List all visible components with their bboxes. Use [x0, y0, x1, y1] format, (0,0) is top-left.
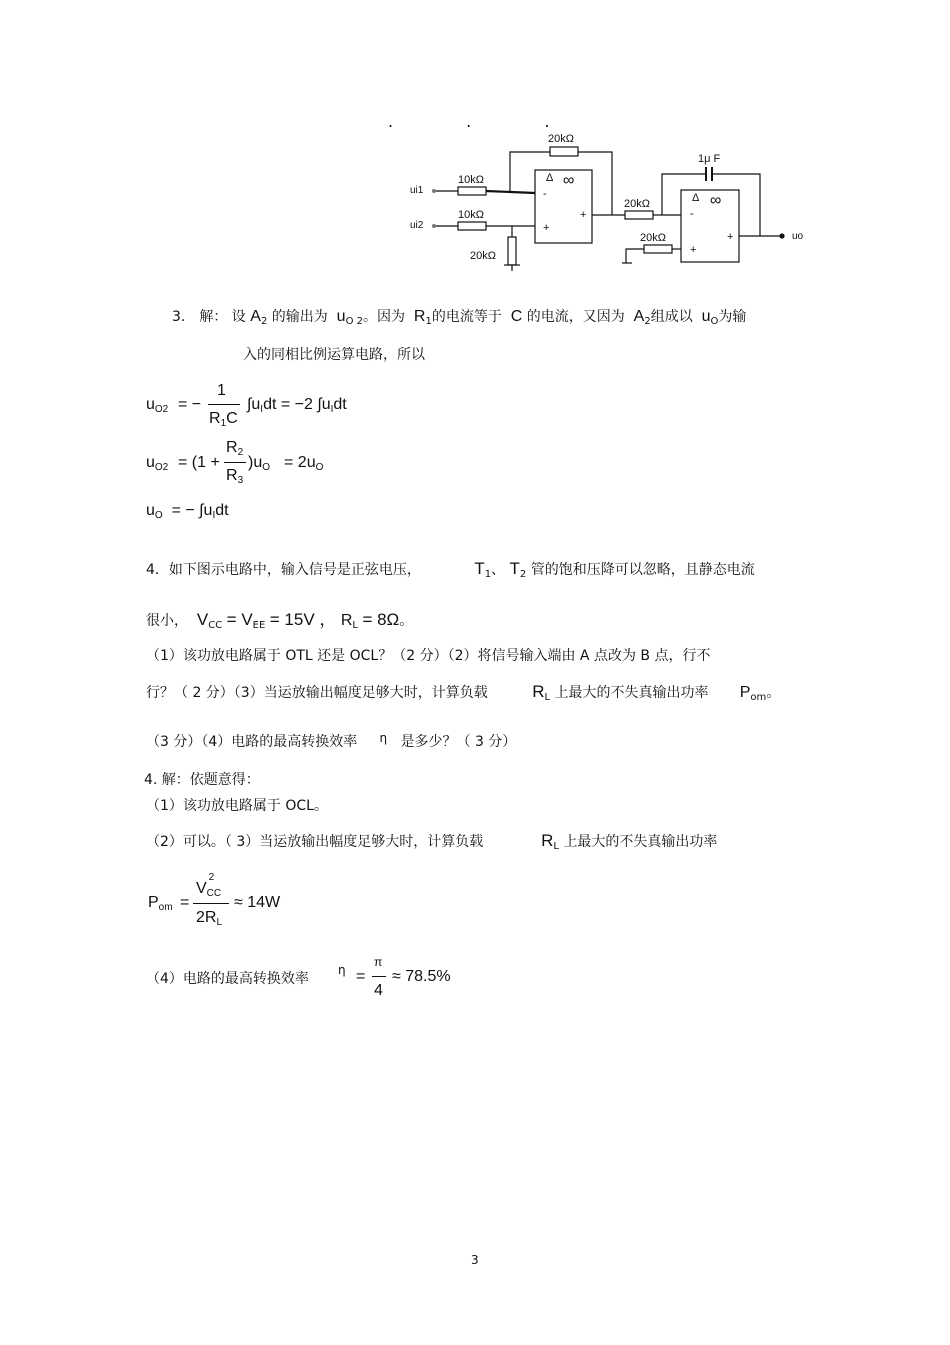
eq1-rhs	[247, 396, 347, 415]
q4-line2	[146, 605, 413, 631]
text: （3 分）（4）电路的最高转换效率	[146, 734, 358, 750]
eq3	[146, 502, 229, 521]
pom-num	[196, 872, 222, 899]
sub: 2	[237, 447, 244, 458]
circuit-diagram	[400, 125, 820, 275]
a4-line4: （4）电路的最高转换效率	[146, 971, 309, 987]
feedback-resistor	[550, 147, 578, 156]
sub: om	[158, 902, 173, 913]
label-r-in2: 10kΩ	[458, 209, 484, 221]
text: 上最大的不失真输出功率	[563, 834, 718, 850]
rl-val: = 8Ω	[362, 610, 400, 629]
u: u	[146, 396, 155, 413]
sub: I	[330, 404, 334, 415]
text: 。	[399, 613, 414, 629]
opamp1-out-plus: +	[580, 209, 587, 221]
page-number: 3	[471, 1253, 479, 1267]
sup: 2	[208, 872, 215, 883]
text: （2）可以。（ 3）当运放输出幅度足够大时，计算负载	[146, 834, 484, 850]
text: 。	[766, 685, 781, 701]
decorative-dots: . . .	[388, 112, 584, 131]
sub: O	[315, 462, 324, 473]
text: 。因为	[363, 309, 405, 325]
rl: R	[541, 831, 554, 850]
eq1-lhs	[146, 396, 168, 415]
a4-line1: （1）该功放电路属于 OCL。	[146, 798, 328, 814]
c: C	[226, 410, 238, 427]
t1: T	[474, 559, 485, 578]
text: 为输	[718, 309, 747, 325]
sub: O2	[154, 462, 169, 473]
eq2-fraction-bar	[224, 462, 246, 463]
text: 的电流等于	[431, 309, 502, 325]
sub: 3	[237, 475, 244, 486]
label-r-feedback: 20kΩ	[548, 133, 574, 145]
input1-resistor	[458, 187, 486, 195]
text: 的电流，又因为	[526, 309, 625, 325]
label-r-mid: 20kΩ	[624, 198, 650, 210]
opamp1-inf: ∞	[563, 172, 575, 189]
label-r-in1: 10kΩ	[458, 174, 484, 186]
q3-line1	[172, 306, 746, 327]
sub: O	[710, 316, 719, 327]
text: 3． 解： 设	[172, 309, 246, 325]
eq2-den	[226, 467, 243, 486]
uo2: u	[336, 308, 346, 325]
text: 上最大的不失真输出功率	[554, 685, 709, 701]
sub: O	[262, 462, 271, 473]
sub: 1	[484, 569, 492, 580]
input2-resistor	[458, 222, 486, 230]
text: 行？（ 2 分）（3）当运放输出幅度足够大时，计算负载	[146, 685, 488, 701]
text: 是多少？（ 3 分）	[400, 734, 517, 750]
pom-lhs	[148, 894, 173, 913]
a4-line2	[146, 831, 717, 852]
sub: L	[544, 692, 551, 703]
q3-line2: 入的同相比例运算电路，所以	[243, 347, 425, 363]
u: )u	[248, 454, 263, 471]
opamp1-minus: -	[543, 188, 547, 200]
u: u	[146, 454, 155, 471]
q4-line1	[146, 559, 755, 580]
opamp1-plus: +	[543, 222, 550, 234]
val: = 15V ，	[269, 610, 337, 629]
text: 的输出为	[271, 309, 328, 325]
uo: u	[701, 308, 711, 325]
eq1-den	[209, 410, 238, 429]
sep: 、	[491, 562, 506, 578]
eta: η	[379, 731, 388, 745]
label-in1: ui1	[410, 185, 424, 196]
a4-title: 4. 解：依题意得：	[144, 772, 260, 788]
pi: π	[374, 955, 383, 969]
sub: 2	[644, 316, 651, 327]
r: R	[226, 467, 238, 484]
eq1-eq: = −	[178, 396, 202, 413]
sub: CC	[206, 888, 222, 899]
sub: EE	[252, 620, 266, 631]
pom-eq: =	[180, 894, 190, 911]
opamp2-minus: -	[690, 208, 694, 220]
sub: O	[154, 510, 163, 521]
rl: R	[532, 682, 545, 701]
r: R	[209, 410, 221, 427]
opamp1-delta: Δ	[546, 172, 554, 184]
pom: P	[739, 684, 751, 701]
dt: dt	[333, 396, 347, 413]
u: u	[146, 502, 155, 519]
rest: dt = −2 ∫u	[263, 396, 331, 413]
r: R	[226, 439, 238, 456]
opamp2-plus: +	[690, 244, 697, 256]
label-out: uo	[792, 231, 804, 242]
sub: I	[212, 510, 216, 521]
a2: A	[633, 308, 645, 325]
eq1-fraction-bar	[208, 404, 240, 405]
opamp2-out-plus: +	[727, 231, 734, 243]
pom-approx: ≈ 14W	[234, 894, 281, 911]
a2: A	[250, 308, 261, 325]
vcc: V	[196, 610, 209, 629]
sub: 2	[519, 569, 527, 580]
rl: R	[340, 612, 353, 629]
rhs: = − ∫u	[171, 502, 213, 519]
sub: L	[216, 917, 223, 928]
text: 管的饱和压降可以忽略，且静态电流	[530, 562, 755, 578]
dt: dt	[215, 502, 229, 519]
q4-line3: （1）该功放电路属于 OTL 还是 OCL？（2 分）（2）将信号输入端由 A 点改为 B 点，行不	[146, 648, 711, 664]
label-cap: 1μ F	[698, 153, 721, 165]
vee: = V	[226, 610, 253, 629]
sub: O2	[154, 404, 169, 415]
sub: I	[260, 404, 264, 415]
text: 组成以	[650, 309, 693, 325]
sub: 1	[425, 316, 432, 327]
c: C	[510, 308, 523, 325]
ground-resistor	[508, 237, 516, 265]
pom-fraction-bar	[193, 903, 229, 904]
rl: 2R	[196, 909, 217, 926]
q4-line5	[146, 731, 516, 751]
eq1-num: 1	[217, 382, 226, 399]
pom-den	[196, 909, 222, 928]
label-r-plus2: 20kΩ	[640, 232, 666, 244]
sub: L	[352, 620, 358, 631]
int: ∫u	[247, 396, 261, 413]
four: 4	[374, 982, 383, 999]
r1: R	[413, 308, 426, 325]
eta-approx: ≈ 78.5%	[392, 968, 451, 985]
mid-resistor	[625, 211, 653, 219]
text: 很小，	[146, 613, 188, 629]
sub: 1	[220, 418, 227, 429]
eq2-c	[284, 454, 323, 473]
a4-eq2: =	[356, 968, 366, 985]
opamp2-inf: ∞	[710, 192, 722, 209]
sub: 2	[260, 316, 268, 327]
p: P	[148, 894, 159, 911]
a4-eta: η	[338, 963, 346, 977]
text: 4．如下图示电路中，输入信号是正弦电压，	[146, 562, 421, 578]
t2: T	[509, 559, 520, 578]
sub: L	[553, 841, 559, 852]
eq2-a: = (1 +	[178, 454, 220, 471]
label-r-ground: 20kΩ	[470, 250, 496, 262]
sub: O 2	[345, 316, 363, 327]
eta-fraction-bar	[372, 976, 386, 977]
label-in2: ui2	[410, 220, 424, 231]
eq2-b	[248, 454, 270, 473]
v: V	[196, 880, 207, 897]
sub: om	[750, 692, 767, 703]
eq2-lhs	[146, 454, 168, 473]
q4-line4	[146, 682, 780, 703]
u: = 2u	[284, 454, 316, 471]
eq2-num	[226, 439, 243, 458]
plus-resistor	[644, 245, 672, 253]
opamp2-delta: Δ	[692, 192, 700, 204]
sub: CC	[208, 620, 223, 631]
